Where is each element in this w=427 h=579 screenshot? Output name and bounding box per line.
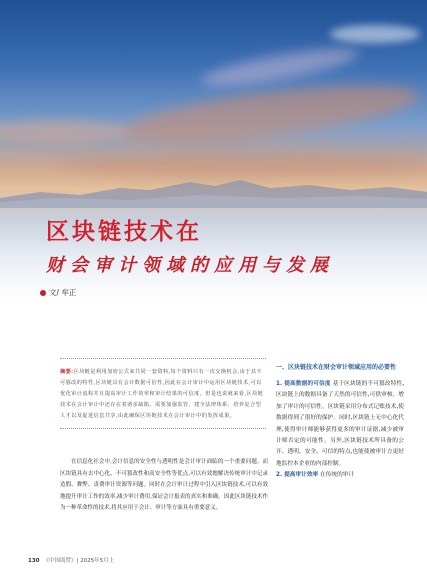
author-bullet-icon — [40, 290, 46, 296]
point1-label: 1. 提高数据的可信度 — [276, 381, 331, 387]
page-number: 130 — [28, 558, 40, 564]
article-subtitle: 财会审计领域的应用与发展 — [46, 255, 334, 276]
point2-paragraph — [276, 470, 404, 481]
point2-text: 在传统的审计 — [320, 472, 355, 479]
cloud — [0, 120, 130, 142]
mountain-silhouette — [0, 168, 427, 208]
page-footer — [28, 556, 114, 564]
abstract-label: 摘要: — [60, 369, 74, 375]
abstract-text: 区块链是利用加密公式来共同一套资料,每个资料只有一次交换机会,由于其不可篡改的特性,区块链具有会计数据可信性,因此在会计审计中运用区块链技术,可以优化审计流程并且提高审计工作效率和审计结果的可信度。但是也说就来看,区块链技术在会计审计中还存在着诸多缺陷。需要加强监管、建全法律体系、培养复合型人才以及促进信息共享,由此确保区块链技术在会计审计中的发挥成果。 — [60, 369, 264, 419]
point2-label: 2. 提高审计效率 — [276, 472, 319, 479]
cloud — [330, 25, 420, 43]
section-heading: 一、区块链技术在财会审计领域应用的必要性 — [276, 364, 397, 371]
cloud — [118, 74, 421, 154]
article-title: 区块链技术在 — [46, 218, 202, 245]
author-name: 文/ 牟正 — [49, 288, 77, 297]
body-right-column — [276, 362, 404, 482]
abstract-box — [60, 358, 266, 429]
point1-paragraph — [276, 379, 404, 470]
journal-name: 《中国商贸》| 2025年5月上 — [43, 558, 115, 564]
point1-text: 基于区块链的不可篡改特性,区块链上的数据具备了天然的可信性,可供审核。增加了审计的可信性。区块链采用分布式记账技术,使数据得到了很好的保护。同时,区块链上无中心化代理,使得审计师能够获得更多的审计证据,减少被审计师否定的可能性。另外,区块链技术所具备的公开、透明、安全、可信的特点,也能使被审计方更好地监控本企业的内部控制。 — [276, 381, 405, 467]
body-left-column — [60, 457, 268, 515]
body-paragraph: 在信息化社会中,会计信息的安全性与透明性是会计审计面临的一个重要问题。而区块链具有去中心化、不可篡改性和高安全性等优点,可以有效地解决传统审计中记录造假、舞弊、责费审计资源等问题。同时在会计审计过程中引入区块链技术,可以有效地提升审计工作的效率,减少审计费用,保证会计报表的真实和准确。因此区块链技术作为一种革命性的技术,将其应用于会计、审计等方面具有重要意义。 — [60, 459, 268, 511]
cloud — [199, 41, 361, 92]
abstract-paragraph — [60, 367, 266, 422]
author-line — [40, 287, 76, 298]
